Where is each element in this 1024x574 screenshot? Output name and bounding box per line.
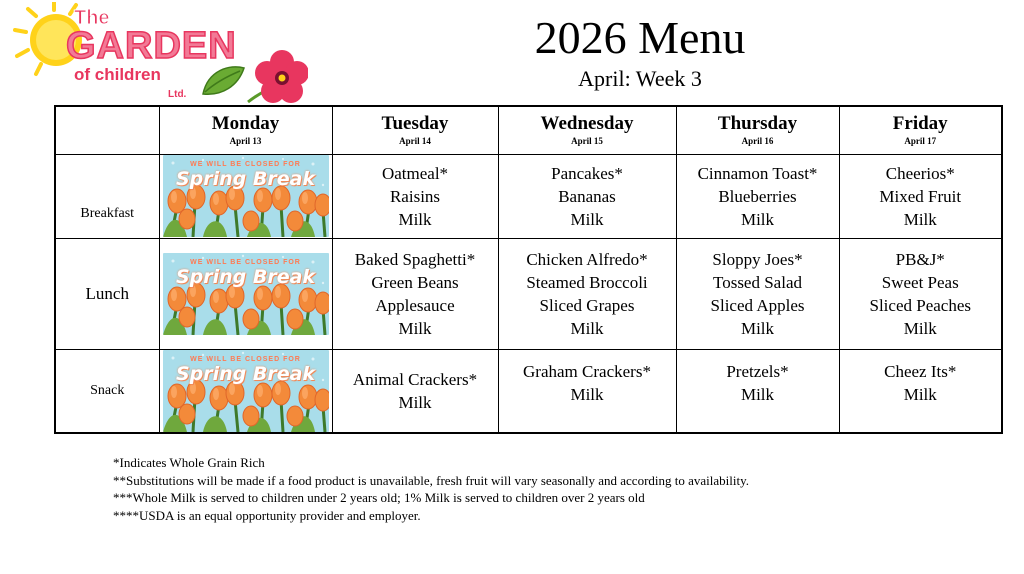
lunch-thursday: Sloppy Joes* Tossed Salad Sliced Apples Milk [676,238,839,349]
closed-notice-text: WE WILL BE CLOSED FOR [190,355,301,363]
closed-notice-text: WE WILL BE CLOSED FOR [190,258,301,266]
row-label-breakfast: Breakfast [55,154,159,238]
logo-the: The [74,7,110,29]
closed-banner [159,238,332,349]
breakfast-wednesday: Pancakes* Bananas Milk [498,154,676,238]
spring-break-text: Spring Break [175,168,316,190]
spring-break-text: Spring Break [175,265,316,288]
breakfast-row [55,154,1002,238]
spring-break-text: Spring Break [175,362,316,385]
spring-break-image [163,155,329,237]
footnote-1: *Indicates Whole Grain Rich [113,455,265,470]
snack-tuesday: Animal Crackers* Milk [332,349,498,433]
menu-table [54,105,1003,434]
day-header-monday: Monday April 13 [159,106,332,154]
lunch-friday: PB&J* Sweet Peas Sliced Peaches Milk [839,238,1002,349]
breakfast-tuesday: Oatmeal* Raisins Milk [332,154,498,238]
snack-wednesday: Graham Crackers* Milk [498,349,676,433]
footnote-4: ****USDA is an equal opportunity provider and employer. [113,507,421,523]
spring-break-image [163,350,329,432]
lunch-row [55,238,1002,349]
lunch-wednesday: Chicken Alfredo* Steamed Broccoli Sliced Grapes Milk [498,238,676,349]
footnotes [113,454,749,524]
logo-garden: GARDEN [66,25,237,67]
closed-banner [159,349,332,433]
snack-thursday: Pretzels* Milk [676,349,839,433]
row-label-lunch: Lunch [55,238,159,349]
breakfast-friday: Cheerios* Mixed Fruit Milk [839,154,1002,238]
closed-notice-text: WE WILL BE CLOSED FOR [190,161,301,168]
logo-of-children: of children [74,65,161,84]
snack-friday: Cheez Its* Milk [839,349,1002,433]
logo-graphic [8,2,308,107]
lunch-tuesday: Baked Spaghetti* Green Beans Applesauce Milk [332,238,498,349]
day-header-friday: Friday April 17 [839,106,1002,154]
day-header-wednesday: Wednesday April 15 [498,106,676,154]
row-label-snack: Snack [55,349,159,433]
spring-break-image [163,253,329,335]
closed-banner [159,154,332,238]
corner-cell [55,106,159,154]
page-title: 2026 Menu [534,12,746,63]
day-header-thursday: Thursday April 16 [676,106,839,154]
footnote-3: ***Whole Milk is served to children under 2 years old; 1% Milk is served to children over 2 years old [113,490,645,506]
day-header-tuesday: Tuesday April 14 [332,106,498,154]
snack-row [55,349,1002,433]
breakfast-thursday: Cinnamon Toast* Blueberries Milk [676,154,839,238]
header-row [55,106,1002,154]
logo-ltd: Ltd. [168,89,187,100]
garden-logo [8,2,308,107]
footnote-2: **Substitutions will be made if a food product is unavailable, fresh fruit will vary seasonally and according to availability. [113,472,750,488]
page-subtitle: April: Week 3 [578,66,702,91]
